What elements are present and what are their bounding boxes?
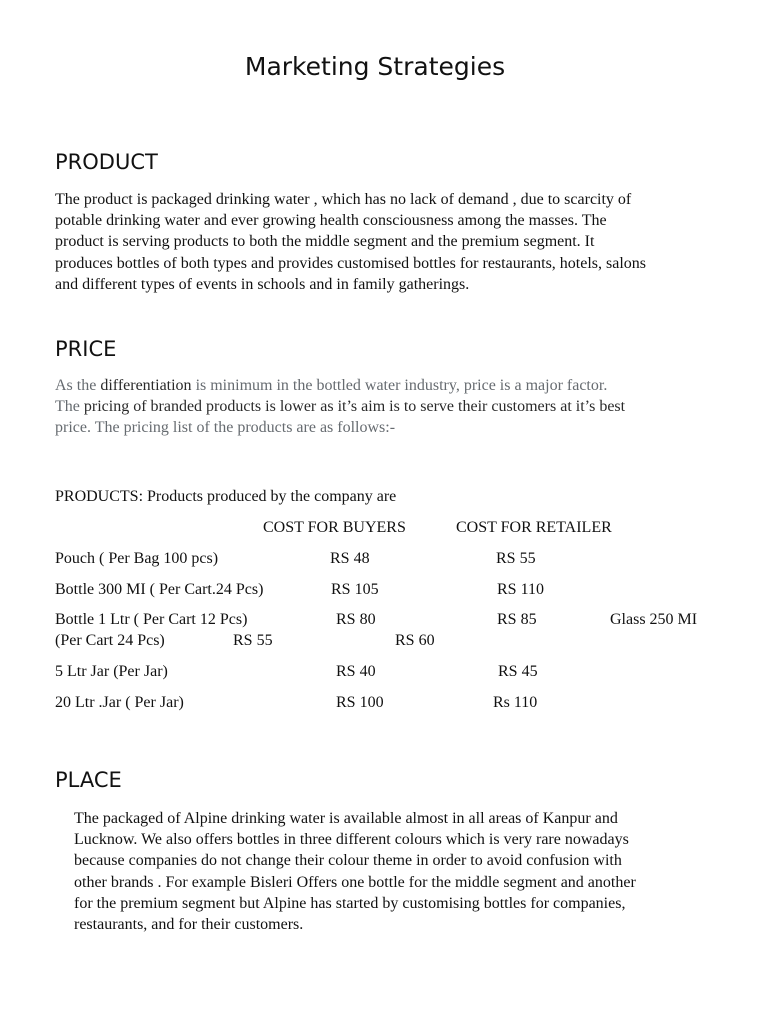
row-product: 20 Ltr .Jar ( Per Jar) — [55, 694, 184, 711]
row-retailer-cost: Rs 110 — [493, 694, 538, 711]
price-paragraph — [55, 375, 625, 439]
product-line: The product is packaged drinking water , which has no lack of demand , due to scarcity of — [55, 191, 632, 208]
product-line: product is serving products to both the middle segment and the premium segment. It — [55, 233, 595, 251]
price-line — [55, 375, 625, 396]
column-header-buyers: COST FOR BUYERS — [263, 519, 406, 536]
row-buyers-cost: RS 105 — [331, 581, 379, 598]
product-line: potable drinking water and ever growing health consciousness among the masses. The — [55, 212, 607, 230]
row-retailer-cost: RS 45 — [498, 663, 538, 680]
price-text: differentiation — [100, 377, 192, 394]
glass-retailer-cost: RS 60 — [395, 632, 435, 649]
product-paragraph — [55, 189, 646, 295]
column-header-retailer: COST FOR RETAILER — [456, 519, 612, 536]
row-buyers-cost: RS 100 — [336, 694, 384, 711]
place-line: for the premium segment but Alpine has started by customising bottles for companies, — [74, 894, 626, 912]
place-heading: PLACE — [55, 768, 122, 792]
price-text: pricing of branded products is lower as it’s aim is to serve their customers at it’s best — [83, 398, 626, 416]
row-product: Pouch ( Per Bag 100 pcs) — [55, 550, 219, 567]
product-line: and different types of events in schools and in family gatherings. — [55, 275, 470, 293]
page-title: Marketing Strategies — [244, 52, 506, 81]
product-heading: PRODUCT — [55, 150, 158, 174]
place-line: other brands . For example Bisleri Offers one bottle for the middle segment and another — [74, 873, 636, 891]
products-intro: PRODUCTS: Products produced by the company are — [55, 488, 397, 505]
glass-buyers-cost: RS 55 — [233, 632, 273, 649]
price-text: As the — [55, 377, 101, 394]
row-retailer-cost: RS 85 — [497, 611, 537, 628]
row-product: Bottle 300 MI ( Per Cart.24 Pcs) — [55, 581, 264, 598]
product-line: produces bottles of both types and provides customised bottles for restaurants, hotels, salons — [55, 254, 647, 272]
glass-product-label: Glass 250 MI — [610, 611, 698, 628]
price-line — [55, 396, 625, 417]
place-line: The packaged of Alpine drinking water is available almost in all areas of Kanpur and — [74, 810, 618, 827]
glass-product-pack: (Per Cart 24 Pcs) — [55, 632, 165, 649]
row-retailer-cost: RS 110 — [497, 581, 544, 598]
price-heading: PRICE — [55, 337, 117, 361]
row-buyers-cost: RS 80 — [336, 611, 376, 628]
price-text: is minimum in the bottled water industry, price is a major factor. — [191, 377, 608, 394]
price-line: price. The pricing list of the products are as follows:- — [55, 419, 396, 437]
place-line: restaurants, and for their customers. — [74, 916, 304, 934]
row-buyers-cost: RS 48 — [330, 550, 370, 567]
row-product: 5 Ltr Jar (Per Jar) — [55, 663, 168, 680]
place-line: because companies do not change their colour theme in order to avoid confusion with — [74, 852, 622, 870]
place-line: Lucknow. We also offers bottles in three different colours which is very rare nowadays — [74, 831, 629, 849]
price-text: The — [55, 398, 84, 416]
row-buyers-cost: RS 40 — [336, 663, 376, 680]
row-retailer-cost: RS 55 — [496, 550, 536, 567]
row-product: Bottle 1 Ltr ( Per Cart 12 Pcs) — [55, 611, 248, 628]
place-paragraph — [74, 808, 636, 935]
